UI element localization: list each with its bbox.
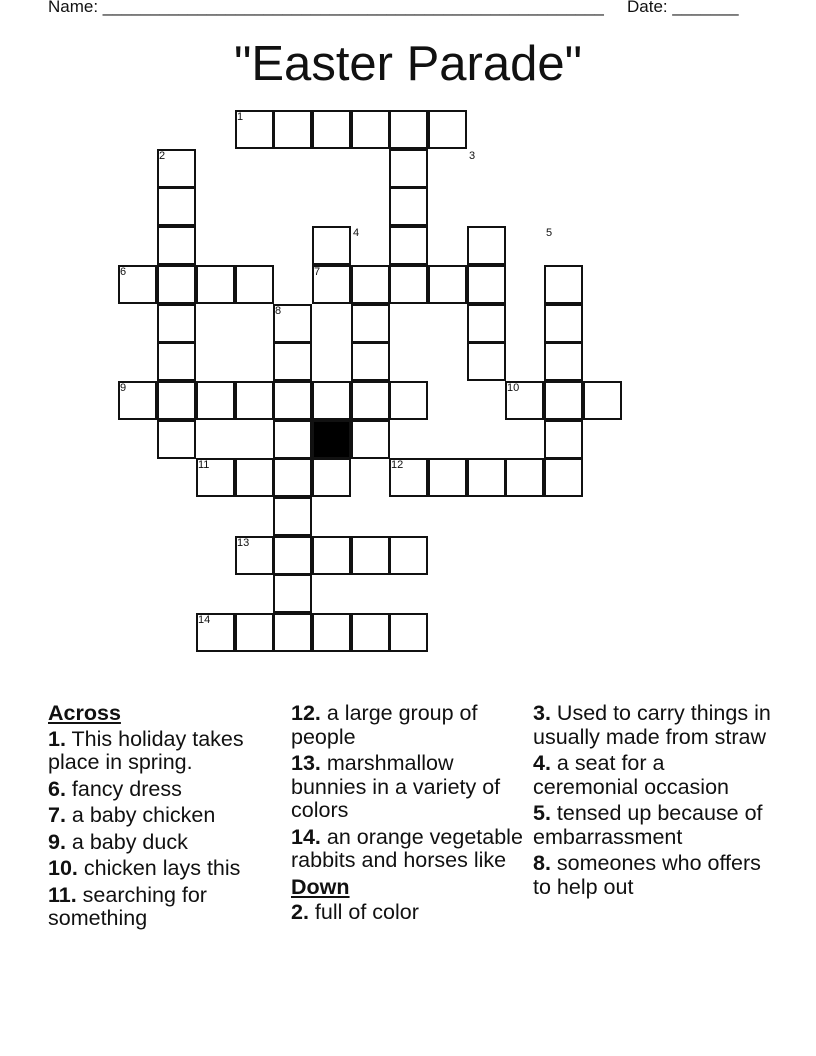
clues-column-1: [48, 702, 280, 934]
grid-cell[interactable]: [544, 342, 583, 381]
grid-cell[interactable]: [273, 381, 312, 420]
across-clue-14: 14. an orange vegetable rabbits and horses like: [291, 824, 523, 872]
grid-cell[interactable]: [351, 304, 390, 343]
grid-cell[interactable]: [583, 381, 622, 420]
grid-cell[interactable]: [157, 265, 196, 304]
grid-cell[interactable]: [312, 458, 351, 497]
grid-cell[interactable]: [312, 110, 351, 149]
grid-cell[interactable]: [235, 613, 274, 652]
clue-number-14: 14: [198, 614, 211, 626]
grid-cell[interactable]: [312, 613, 351, 652]
grid-cell[interactable]: [273, 420, 312, 459]
grid-cell[interactable]: [196, 265, 235, 304]
grid-cell[interactable]: [273, 574, 312, 613]
clue-number-2: 2: [159, 150, 166, 162]
grid-cell[interactable]: [157, 381, 196, 420]
clues-column-3: [533, 702, 773, 902]
grid-cell[interactable]: [351, 342, 390, 381]
grid-cell[interactable]: [235, 458, 274, 497]
grid-cell[interactable]: [544, 304, 583, 343]
grid-cell[interactable]: [273, 536, 312, 575]
grid-cell[interactable]: [273, 613, 312, 652]
across-clue-13: 13. marshmallow bunnies in a variety of colors: [291, 751, 501, 822]
clues-column-2: [291, 702, 527, 928]
grid-cell[interactable]: [351, 381, 390, 420]
grid-cell[interactable]: [389, 536, 428, 575]
clue-number-12: 12: [391, 459, 404, 471]
name-field-label: Name: _____________________________________________________: [48, 0, 604, 16]
date-field-label: Date: _______: [627, 0, 739, 16]
across-clue-11: 11. searching for something: [48, 882, 207, 930]
grid-cell[interactable]: [196, 381, 235, 420]
grid-cell[interactable]: [273, 342, 312, 381]
grid-cell[interactable]: [157, 187, 196, 226]
grid-cell[interactable]: [467, 265, 506, 304]
puzzle-title: "Easter Parade": [233, 37, 583, 91]
clue-number-11: 11: [198, 459, 210, 471]
across-clue-12: 12. a large group of people: [291, 701, 478, 749]
grid-cell[interactable]: [389, 187, 428, 226]
clue-number-1: 1: [237, 111, 244, 123]
grid-cell[interactable]: [389, 226, 428, 265]
down-clue-2: 2. full of color: [291, 900, 419, 924]
grid-cell[interactable]: [428, 110, 467, 149]
grid-cell[interactable]: [351, 110, 390, 149]
grid-cell[interactable]: [467, 304, 506, 343]
clue-number-8: 8: [275, 305, 282, 317]
across-heading: Across: [48, 701, 121, 725]
across-clue-10: 10. chicken lays this: [48, 856, 241, 880]
grid-cell[interactable]: [428, 458, 467, 497]
grid-cell[interactable]: [273, 497, 312, 536]
down-clue-3: 3. Used to carry things in usually made from straw: [533, 701, 771, 749]
grid-cell[interactable]: [544, 420, 583, 459]
grid-cell[interactable]: [544, 458, 583, 497]
grid-cell[interactable]: [157, 420, 196, 459]
grid-cell[interactable]: [544, 265, 583, 304]
grid-cell[interactable]: [467, 226, 506, 265]
grid-cell[interactable]: [312, 381, 351, 420]
down-clue-8: 8. someones who offers to help out: [533, 851, 761, 899]
grid-cell[interactable]: [389, 381, 428, 420]
black-cell: [312, 420, 351, 459]
grid-cell[interactable]: [273, 458, 312, 497]
across-clue-1: 1. This holiday takes place in spring.: [48, 726, 244, 774]
clue-number-7: 7: [314, 266, 321, 278]
grid-cell[interactable]: [157, 226, 196, 265]
clue-number-13: 13: [237, 537, 250, 549]
across-clue-7: 7. a baby chicken: [48, 803, 216, 827]
down-heading: Down: [291, 874, 350, 899]
grid-cell[interactable]: [351, 613, 390, 652]
grid-cell[interactable]: [467, 458, 506, 497]
grid-cell[interactable]: [544, 381, 583, 420]
down-clue-4: 4. a seat for a ceremonial occasion: [533, 751, 729, 799]
clue-number-6: 6: [120, 266, 127, 278]
grid-cell[interactable]: [351, 265, 390, 304]
grid-cell[interactable]: [351, 420, 390, 459]
grid-cell[interactable]: [312, 536, 351, 575]
grid-cell[interactable]: [351, 536, 390, 575]
grid-cell[interactable]: [235, 265, 274, 304]
grid-cell[interactable]: [235, 381, 274, 420]
clue-number-9: 9: [120, 382, 127, 394]
grid-cell[interactable]: [389, 149, 428, 188]
across-clue-6: 6. fancy dress: [48, 776, 182, 801]
grid-cell[interactable]: [505, 458, 544, 497]
grid-cell[interactable]: [389, 110, 428, 149]
clue-number-3: 3: [469, 150, 476, 162]
grid-cell[interactable]: [467, 342, 506, 381]
clue-number-10: 10: [507, 382, 520, 394]
down-clue-5: 5. tensed up because of embarrassment: [533, 801, 763, 849]
across-clue-9: 9. a baby duck: [48, 829, 188, 854]
grid-cell[interactable]: [312, 226, 351, 265]
grid-cell[interactable]: [273, 110, 312, 149]
grid-cell[interactable]: [157, 304, 196, 343]
grid-cell[interactable]: [389, 265, 428, 304]
grid-cell[interactable]: [428, 265, 467, 304]
clue-number-4: 4: [353, 227, 360, 239]
grid-cell[interactable]: [157, 342, 196, 381]
grid-cell[interactable]: [389, 613, 428, 652]
clue-number-5: 5: [546, 227, 553, 239]
